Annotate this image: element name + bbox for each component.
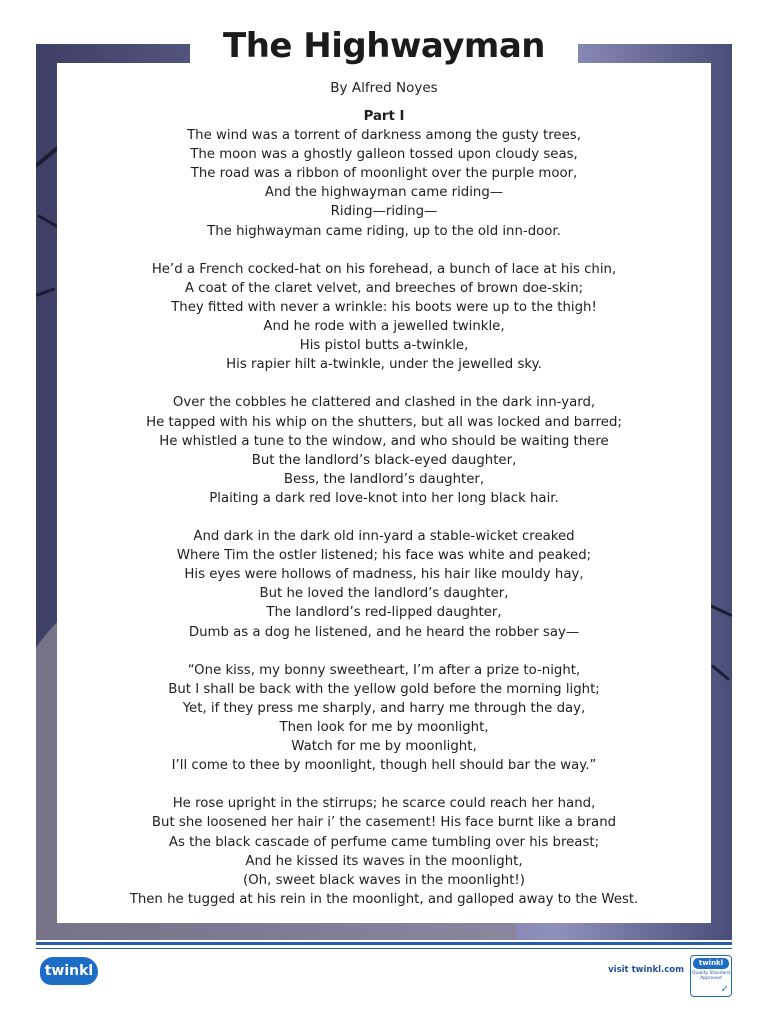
stanza [57,126,711,241]
poem-line: (Oh, sweet black waves in the moonlight!) [243,872,525,888]
poem-line: And the highwayman came riding— [264,185,504,201]
poem-line: He’d a French cocked-hat on his forehead, a bunch of lace at his chin, [151,261,617,277]
stanza [57,794,711,909]
poem-line: “One kiss, my bonny sweetheart, I’m after a prize to-night, [187,662,581,678]
page-title: The Highwayman [223,26,545,66]
poem-line: The highwayman came riding, up to the old inn-door. [207,223,561,239]
poem-line: The road was a ribbon of moonlight over the purple moor, [190,166,578,182]
poem-line: His rapier hilt a-twinkle, under the jewelled sky. [226,357,542,373]
quality-badge [690,955,732,997]
stanza [57,527,711,642]
poem-line: He rose upright in the stirrups; he scarce could reach her hand, [172,796,596,812]
stanza [57,661,711,776]
poem-line: And dark in the dark old inn-yard a stable-wicket creaked [193,529,575,545]
poem-line: The landlord’s red-lipped daughter, [266,605,502,621]
poem-line: The moon was a ghostly galleon tossed upon cloudy seas, [190,147,578,163]
poem-line: But the landlord’s black-eyed daughter, [251,452,517,468]
poem-line: His eyes were hollows of madness, his hair like mouldy hay, [184,567,584,583]
poem-line: Over the cobbles he clattered and clashed in the dark inn-yard, [172,395,596,411]
poem-line: A coat of the claret velvet, and breeches of brown doe-skin; [184,280,584,296]
poem-line: Riding—riding— [330,204,438,220]
checkmark-icon: ✓ [720,984,729,995]
poem-line: Yet, if they press me sharply, and harry me through the day, [182,700,586,716]
stanza [57,393,711,508]
poem-line: But she loosened her hair i’ the casement! His face burnt like a brand [151,815,617,831]
footer-divider-thin [36,948,732,949]
branch-shape [36,287,55,297]
poem-line: I’ll come to thee by moonlight, though hell should bar the way.” [171,758,597,774]
branch-shape [709,604,732,617]
poem-line: But he loved the landlord’s daughter, [259,586,509,602]
poem-line: Then look for me by moonlight, [279,720,489,735]
poem-line: Watch for me by moonlight, [291,739,477,755]
poem-line: Then he tugged at his rein in the moonlight, and galloped away to the West. [129,891,639,907]
poem-line: And he rode with a jewelled twinkle, [263,319,505,335]
poem-body [57,107,711,909]
poem-line: Bess, the landlord’s daughter, [283,471,485,487]
badge-logo: twinkl [693,958,729,969]
badge-text: Quality Standard Approved [692,971,730,981]
part-heading: Part I [363,109,405,124]
poem-line: Dumb as a dog he listened, and he heard the robber say— [188,624,580,640]
poem-line: His pistol butts a-twinkle, [299,338,469,354]
poem-line: Where Tim the ostler listened; his face was white and peaked; [176,548,592,564]
footer-divider [36,942,732,945]
poem-line: And he kissed its waves in the moonlight, [245,853,523,869]
poem-line: But I shall be back with the yellow gold before the morning light; [168,681,600,697]
author-line: By Alfred Noyes [330,80,438,96]
visit-link[interactable]: visit twinkl.com [608,965,684,975]
branch-shape [711,664,730,680]
twinkl-logo[interactable]: twinkl [40,957,98,985]
stanza [57,260,711,375]
poem-line: Plaiting a dark red love-knot into her long black hair. [209,490,559,506]
poem-line: The wind was a torrent of darkness among the gusty trees, [187,128,581,144]
poem-line: He tapped with his whip on the shutters, but all was locked and barred; [146,414,622,430]
poem-line: As the black cascade of perfume came tumbling over his breast; [168,834,600,850]
poem-line: They fitted with never a wrinkle: his boots were up to the thigh! [171,299,597,315]
poem-line: He whistled a tune to the window, and who should be waiting there [159,433,609,449]
